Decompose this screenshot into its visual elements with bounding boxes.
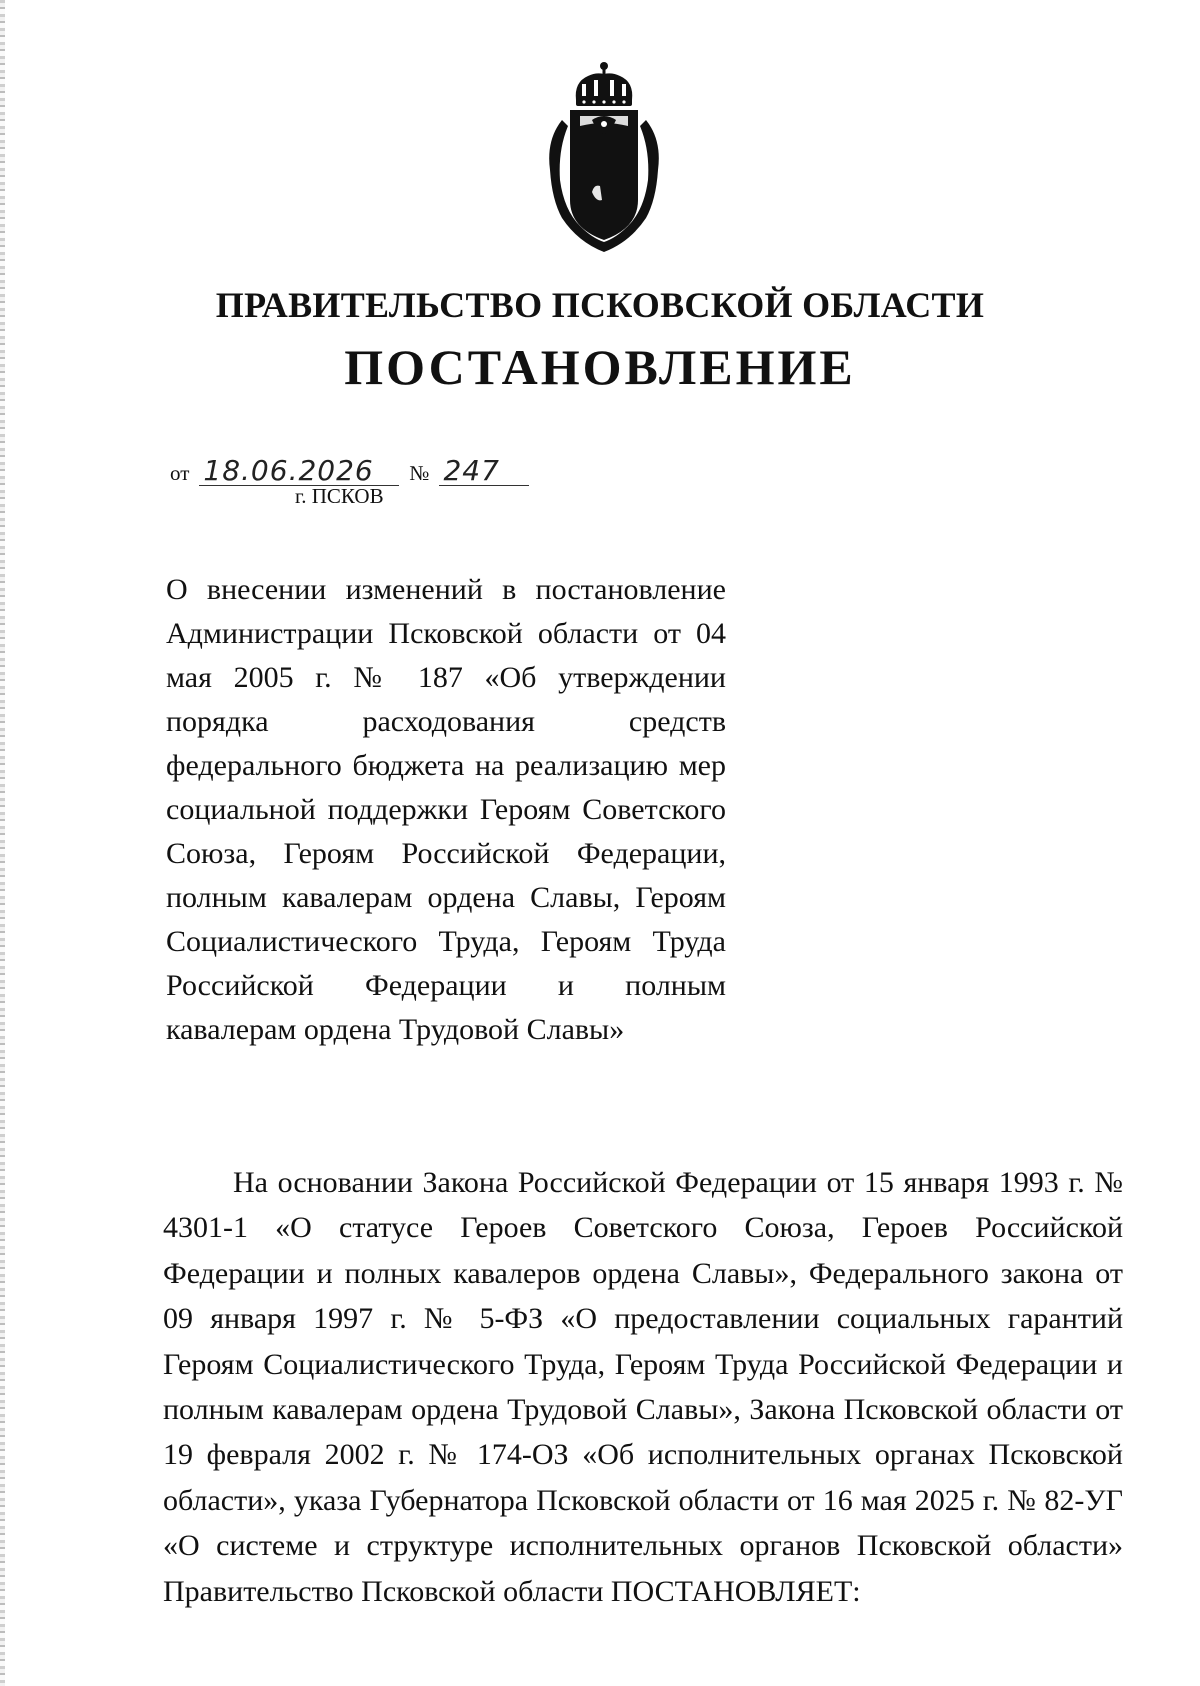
document-type: ПОСТАНОВЛЕНИЕ	[344, 339, 856, 395]
scan-edge	[0, 0, 5, 1686]
number-prefix: №	[409, 461, 430, 485]
coat-of-arms-icon	[532, 60, 676, 256]
date-number-line	[170, 452, 529, 486]
city: г. ПСКОВ	[295, 484, 384, 508]
document-subject: О внесении изменений в постановление Администрации Псковской области от 04 мая 2005 г. № 187 «Об утверждении порядка расходования средств федерального бюджета на реализацию мер социальной поддержки Героям Советского Союза, Героям Российской Федерации, полным кавалерам ордена Славы, Героям Социалистического Труда, Героям Труда Российской Федерации и полным кавалерам ордена Трудовой Славы»	[166, 573, 726, 1046]
preamble-paragraph: На основании Закона Российской Федерации от 15 января 1993 г. № 4301-1 «О статусе Героев Советского Союза, Героев Российской Федерации и полных кавалеров ордена Славы», Федерального закона от 09 января 1997 г. № 5-ФЗ «О предоставлении социальных гарантий Героям Социалистического Труда, Героям Труда Российской Федерации и полным кавалерам ордена Трудовой Славы», Закона Псковской области от 19 февраля 2002 г. № 174-ОЗ «Об исполнительных органах Псковской области», указа Губернатора Псковской области от 16 мая 2025 г. № 82-УГ «О системе и структуре исполнительных органов Псковской области» Правительство Псковской области ПОСТАНОВЛЯЕТ:	[163, 1166, 1123, 1608]
number-value: 247	[439, 457, 529, 486]
government-name: ПРАВИТЕЛЬСТВО ПСКОВСКОЙ ОБЛАСТИ	[215, 285, 985, 325]
date-value: 18.06.2026	[199, 457, 399, 486]
date-prefix: от	[170, 461, 190, 485]
